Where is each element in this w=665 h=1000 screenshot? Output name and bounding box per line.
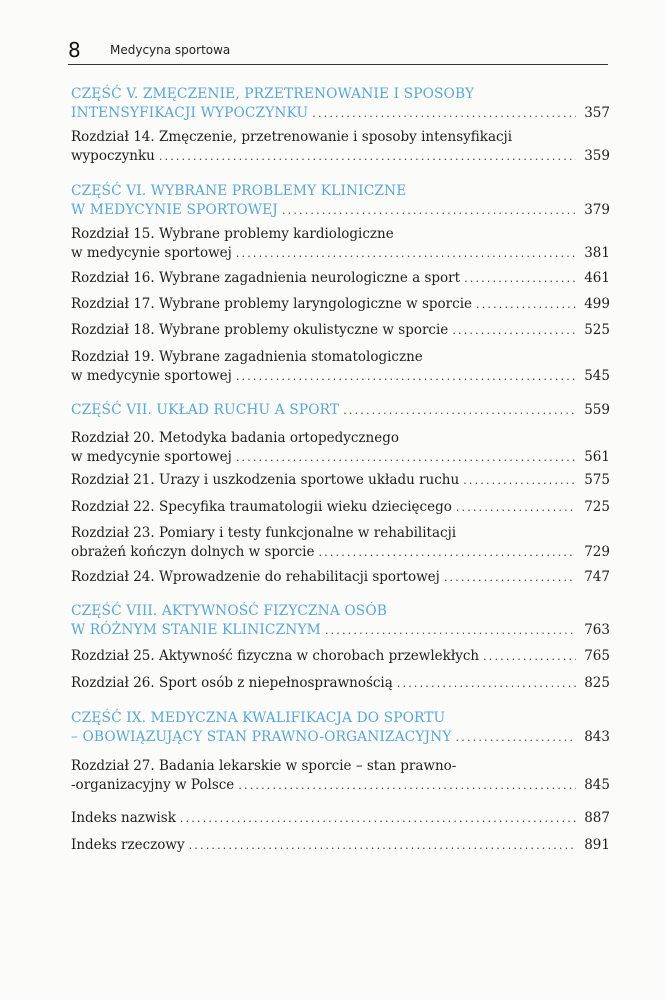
- part-title-line: – OBOWIĄZUJĄCY STAN PRAWNO-ORGANIZACYJNY: [71, 729, 452, 745]
- dot-leader: [189, 836, 576, 856]
- toc-page-number: 765: [584, 648, 610, 664]
- dot-leader: [456, 728, 576, 748]
- toc-entry: [71, 808, 610, 828]
- toc-leader-line: [71, 470, 610, 490]
- dot-leader: [464, 269, 576, 289]
- toc-page-number: 575: [584, 472, 610, 488]
- index-title-line: Indeks nazwisk: [71, 810, 176, 826]
- toc-leader-line: [71, 103, 610, 123]
- dot-leader: [463, 471, 576, 491]
- page-header: [68, 38, 608, 66]
- part-title-line: CZĘŚĆ VI. WYBRANE PROBLEMY KLINICZNE: [71, 183, 407, 199]
- chapter-title-line: Rozdział 26. Sport osób z niepełnosprawnością: [71, 675, 393, 691]
- chapter-title-line: Rozdział 14. Zmęczenie, przetrenowanie i sposoby intensyfikacji: [71, 129, 513, 145]
- toc-page-number: 747: [584, 569, 610, 585]
- toc-page-number: 545: [584, 368, 610, 384]
- dot-leader: [452, 321, 576, 341]
- toc-page-number: 729: [584, 544, 610, 560]
- toc-entry: [71, 294, 610, 314]
- dot-leader: [343, 401, 576, 421]
- toc-leader-line: [71, 567, 610, 587]
- toc-text-line: [71, 180, 610, 200]
- toc-page-number: 763: [584, 622, 610, 638]
- toc-leader-line: [71, 727, 610, 747]
- dot-leader: [282, 201, 576, 221]
- toc-page-number: 525: [584, 322, 610, 338]
- toc-leader-line: [71, 146, 610, 166]
- toc-entry: [71, 646, 610, 666]
- chapter-title-line: Rozdział 17. Wybrane problemy laryngologiczne w sporcie: [71, 296, 472, 312]
- toc-page-number: 561: [584, 449, 610, 465]
- part-title-line: W MEDYCYNIE SPORTOWEJ: [71, 202, 278, 218]
- dot-leader: [318, 543, 576, 563]
- part-title-line: INTENSYFIKACJI WYPOCZYNKU: [71, 105, 309, 121]
- toc-entry: [71, 126, 610, 166]
- toc-entry: [71, 180, 610, 220]
- dot-leader: [180, 809, 576, 829]
- chapter-title-line: Rozdział 23. Pomiary i testy funkcjonalne w rehabilitacji: [71, 525, 457, 541]
- toc-page-number: 891: [584, 837, 610, 853]
- toc-text-line: [71, 755, 610, 775]
- toc-entry: [71, 346, 610, 386]
- toc-entry: [71, 522, 610, 562]
- toc-entry: [71, 427, 610, 467]
- toc-leader-line: [71, 620, 610, 640]
- toc-entry: [71, 567, 610, 587]
- toc-page-number: 725: [584, 499, 610, 515]
- toc-entry: [71, 400, 610, 420]
- dot-leader: [159, 147, 576, 167]
- toc-leader-line: [71, 400, 610, 420]
- toc-leader-line: [71, 366, 610, 386]
- chapter-title-line: Rozdział 18. Wybrane problemy okulistyczne w sporcie: [71, 322, 449, 338]
- toc-leader-line: [71, 808, 610, 828]
- toc-entry: [71, 755, 610, 795]
- toc-page-number: 499: [584, 296, 610, 312]
- toc-page-number: 461: [584, 270, 610, 286]
- toc-page-number: 357: [584, 105, 610, 121]
- dot-leader: [397, 674, 576, 694]
- chapter-title-line: obrażeń kończyn dolnych w sporcie: [71, 544, 315, 560]
- toc-page-number: 843: [584, 729, 610, 745]
- chapter-title-line: w medycynie sportowej: [71, 245, 232, 261]
- toc-entry: [71, 320, 610, 340]
- header-rule: [68, 64, 608, 65]
- dot-leader: [325, 621, 576, 641]
- toc-text-line: [71, 522, 610, 542]
- chapter-title-line: w medycynie sportowej: [71, 449, 232, 465]
- chapter-title-line: Rozdział 20. Metodyka badania ortopedycznego: [71, 430, 400, 446]
- chapter-title-line: wypoczynku: [71, 148, 155, 164]
- toc-entry: [71, 470, 610, 490]
- toc-leader-line: [71, 775, 610, 795]
- chapter-title-line: w medycynie sportowej: [71, 368, 232, 384]
- page-number: 8: [68, 38, 81, 62]
- toc-text-line: [71, 83, 610, 103]
- dot-leader: [312, 104, 576, 124]
- index-title-line: Indeks rzeczowy: [71, 837, 185, 853]
- toc-entry: [71, 673, 610, 693]
- toc-entry: [71, 268, 610, 288]
- toc-entry: [71, 600, 610, 640]
- toc-text-line: [71, 600, 610, 620]
- toc-entry: [71, 835, 610, 855]
- toc-leader-line: [71, 542, 610, 562]
- chapter-title-line: Rozdział 25. Aktywność fizyczna w chorobach przewlekłych: [71, 648, 480, 664]
- part-title-line: CZĘŚĆ V. ZMĘCZENIE, PRZETRENOWANIE I SPOSOBY: [71, 86, 475, 102]
- chapter-title-line: Rozdział 21. Urazy i uszkodzenia sportowe układu ruchu: [71, 472, 460, 488]
- toc-leader-line: [71, 320, 610, 340]
- toc-entry: [71, 497, 610, 517]
- toc-text-line: [71, 126, 610, 146]
- dot-leader: [236, 244, 576, 264]
- toc-text-line: [71, 427, 610, 447]
- toc-leader-line: [71, 835, 610, 855]
- dot-leader: [483, 647, 576, 667]
- toc-entry: [71, 83, 610, 123]
- toc-page-number: 887: [584, 810, 610, 826]
- part-title-line: CZĘŚĆ IX. MEDYCZNA KWALIFIKACJA DO SPORTU: [71, 710, 446, 726]
- toc-leader-line: [71, 200, 610, 220]
- toc-text-line: [71, 223, 610, 243]
- chapter-title-line: -organizacyjny w Polsce: [71, 777, 235, 793]
- chapter-title-line: Rozdział 19. Wybrane zagadnienia stomatologiczne: [71, 349, 423, 365]
- toc-leader-line: [71, 268, 610, 288]
- dot-leader: [456, 498, 576, 518]
- part-title-line: CZĘŚĆ VIII. AKTYWNOŚĆ FIZYCZNA OSÓB: [71, 603, 387, 619]
- toc-leader-line: [71, 294, 610, 314]
- toc-page-number: 559: [584, 402, 610, 418]
- toc-page-number: 359: [584, 148, 610, 164]
- toc-entry: [71, 707, 610, 747]
- toc-page-number: 825: [584, 675, 610, 691]
- chapter-title-line: Rozdział 24. Wprowadzenie do rehabilitacji sportowej: [71, 569, 440, 585]
- dot-leader: [444, 568, 576, 588]
- running-title: Medycyna sportowa: [110, 43, 231, 57]
- dot-leader: [236, 448, 576, 468]
- chapter-title-line: Rozdział 27. Badania lekarskie w sporcie – stan prawno-: [71, 758, 457, 774]
- toc-leader-line: [71, 447, 610, 467]
- toc-leader-line: [71, 646, 610, 666]
- toc-leader-line: [71, 497, 610, 517]
- toc-text-line: [71, 707, 610, 727]
- chapter-title-line: Rozdział 15. Wybrane problemy kardiologiczne: [71, 226, 394, 242]
- chapter-title-line: Rozdział 16. Wybrane zagadnienia neurologiczne a sport: [71, 270, 461, 286]
- toc-leader-line: [71, 673, 610, 693]
- part-title-line: CZĘŚĆ VII. UKŁAD RUCHU A SPORT: [71, 402, 340, 418]
- toc-entry: [71, 223, 610, 263]
- dot-leader: [476, 295, 576, 315]
- toc-leader-line: [71, 243, 610, 263]
- toc-page-number: 381: [584, 245, 610, 261]
- chapter-title-line: Rozdział 22. Specyfika traumatologii wieku dziecięcego: [71, 499, 452, 515]
- dot-leader: [238, 776, 576, 796]
- dot-leader: [236, 367, 576, 387]
- toc-page-number: 379: [584, 202, 610, 218]
- part-title-line: W RÓŻNYM STANIE KLINICZNYM: [71, 622, 321, 638]
- toc-page-number: 845: [584, 777, 610, 793]
- toc-text-line: [71, 346, 610, 366]
